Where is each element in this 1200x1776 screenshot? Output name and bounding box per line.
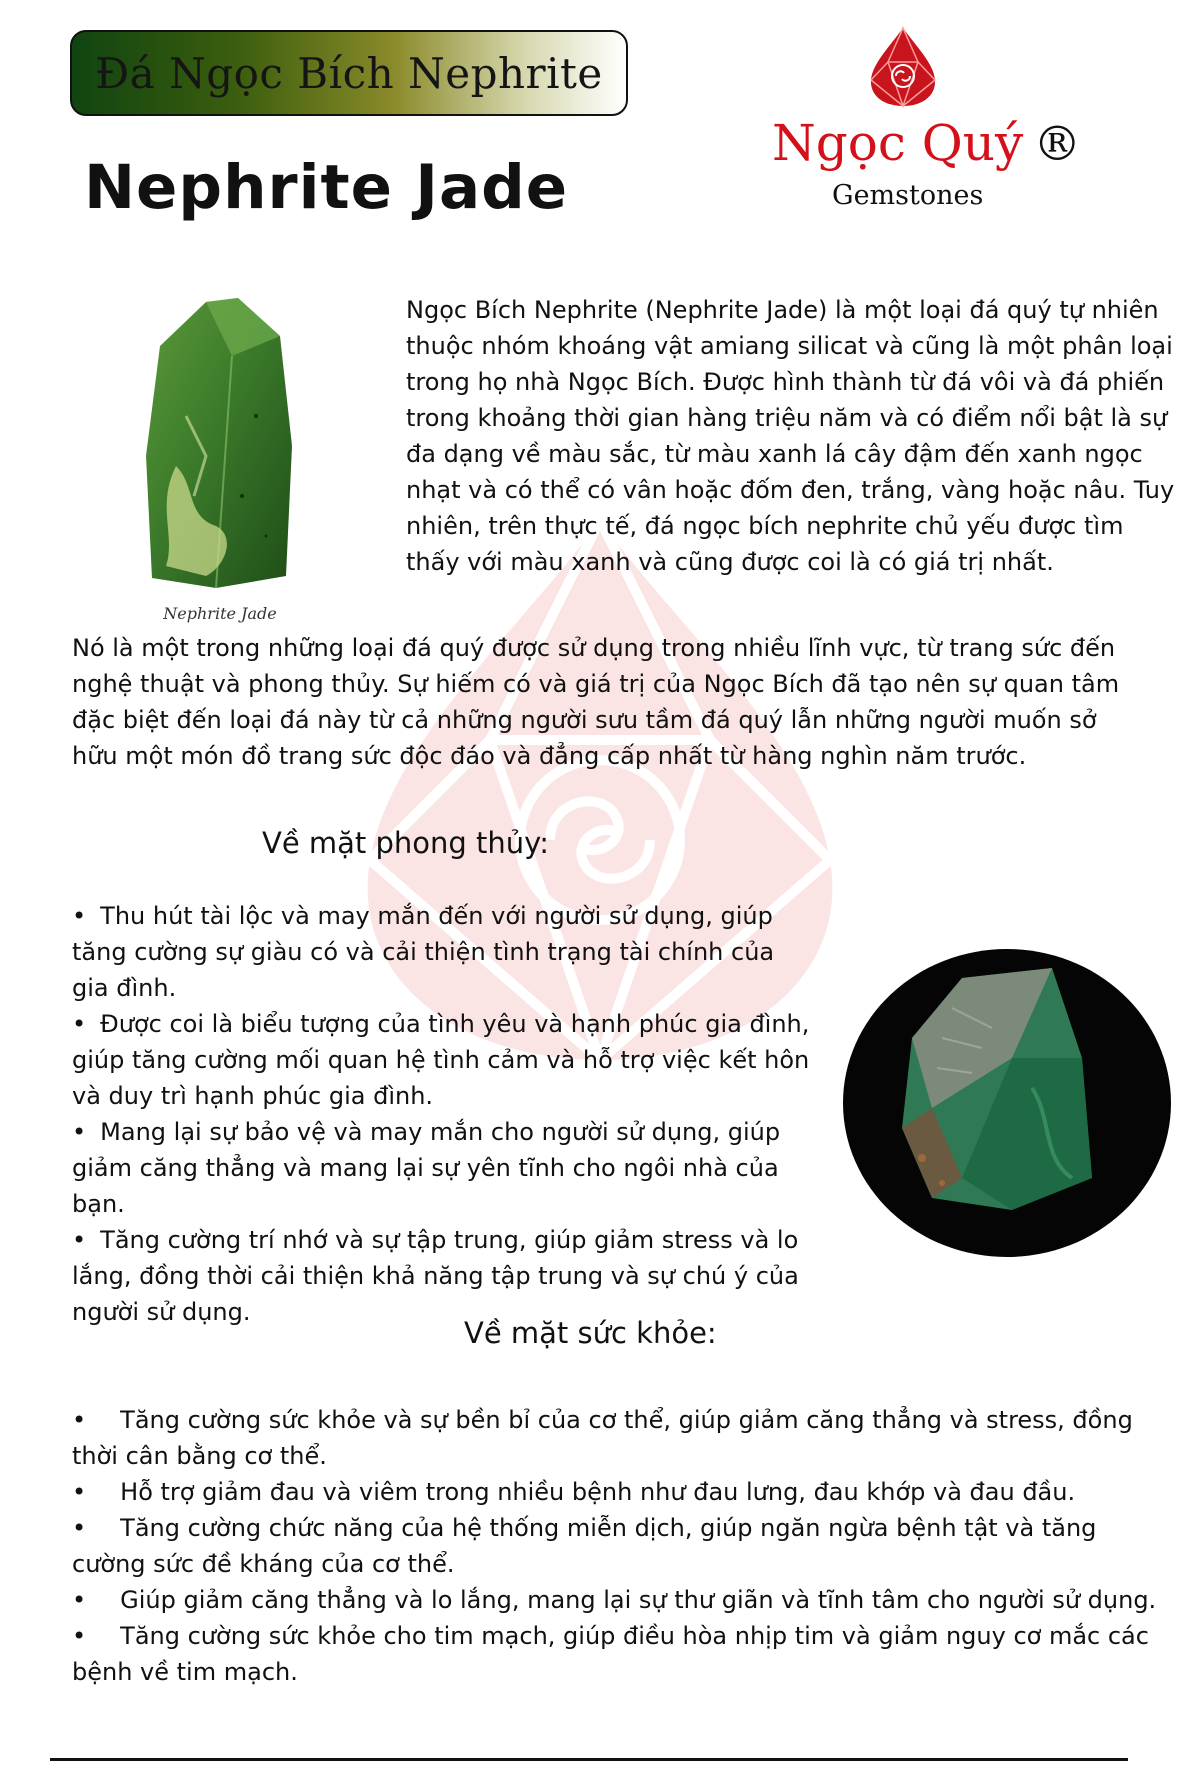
list-item [72,1474,1172,1510]
list-item-text: Tăng cường trí nhớ và sự tập trung, giúp giảm stress và lo lắng, đồng thời cải thiện khả năng tập trung và sự chú ý của người sử dụng. [72,1226,799,1326]
bullet: • [72,902,87,930]
list-item-text: Tăng cường sức khỏe cho tim mạch, giúp điều hòa nhịp tim và giảm nguy cơ mắc các bệnh về tim mạch. [72,1622,1149,1686]
list-item [72,1114,812,1222]
list-item [72,1006,812,1114]
image-caption: Nephrite Jade [163,604,277,623]
bullet: • [72,1478,87,1506]
list-item-text: Hỗ trợ giảm đau và viêm trong nhiều bệnh như đau lưng, đau khớp và đau đầu. [120,1478,1076,1506]
brand-name [772,114,1081,172]
list-item-text: Thu hút tài lộc và may mắn đến với người sử dụng, giúp tăng cường sự giàu có và cải thiện tình trạng tài chính của gia đình. [72,902,775,1002]
registered-mark: ® [1033,116,1082,172]
nephrite-obelisk-image [146,296,294,590]
intro-paragraph-2: Nó là một trong những loại đá quý được sử dụng trong nhiều lĩnh vực, từ trang sức đến nghệ thuật và phong thủy. Sự hiếm có và giá trị của Ngọc Bích đã tạo nên sự quan tâm đặc biệt đến loại đá này từ cả những người sưu tầm đá quý lẫn những người muốn sở hữu một món đồ trang sức độc đáo và đẳng cấp nhất từ hàng nghìn năm trước. [72,634,1120,770]
page-subtitle: Nephrite Jade [84,152,569,223]
list-item-text: Được coi là biểu tượng của tình yêu và hạnh phúc gia đình, giúp tăng cường mối quan hệ tình cảm và hỗ trợ việc kết hôn và duy trì hạnh phúc gia đình. [72,1010,810,1110]
bullet: • [72,1118,87,1146]
bullet: • [72,1622,87,1650]
ruby-gem-icon [868,26,938,108]
list-item [72,1510,1172,1582]
brand-tagline: Gemstones [832,180,984,211]
bullet: • [72,1406,87,1434]
health-list [72,1402,1172,1690]
list-item-text: Tăng cường sức khỏe và sự bền bỉ của cơ thể, giúp giảm căng thẳng và stress, đồng thời cân bằng cơ thể. [72,1406,1133,1470]
list-item-text: Giúp giảm căng thẳng và lo lắng, mang lại sự thư giãn và tĩnh tâm cho người sử dụng. [120,1586,1157,1614]
brand-text: Ngọc Quý [772,114,1024,172]
bullet: • [72,1010,87,1038]
list-item-text: Tăng cường chức năng của hệ thống miễn dịch, giúp ngăn ngừa bệnh tật và tăng cường sức đề kháng của cơ thể. [72,1514,1097,1578]
bullet: • [72,1514,87,1542]
rough-nephrite-image [842,948,1172,1258]
bullet: • [72,1226,87,1254]
fengshui-list [72,898,812,1330]
bullet: • [72,1586,87,1614]
banner-title: Đá Ngọc Bích Nephrite [95,48,603,98]
footer-divider [50,1758,1128,1761]
list-item [72,1222,812,1330]
fengshui-heading: Về mặt phong thủy: [262,826,549,860]
list-item [72,1582,1172,1618]
title-banner [70,30,628,116]
list-item [72,1402,1172,1474]
list-item-text: Mang lại sự bảo vệ và may mắn cho người sử dụng, giúp giảm căng thẳng và mang lại sự yên tĩnh cho ngôi nhà của bạn. [72,1118,781,1218]
list-item [72,1618,1172,1690]
list-item [72,898,812,1006]
health-heading: Về mặt sức khỏe: [464,1316,717,1350]
intro-paragraph-1: Ngọc Bích Nephrite (Nephrite Jade) là một loại đá quý tự nhiên thuộc nhóm khoáng vật amiang silicat và cũng là một phân loại trong họ nhà Ngọc Bích. Được hình thành từ đá vôi và đá phiến trong khoảng thời gian hàng triệu năm và có điểm nổi bật là sự đa dạng về màu sắc, từ màu xanh lá cây đậm đến xanh ngọc nhạt và có thể có vân hoặc đốm đen, trắng, vàng hoặc nâu. Tuy nhiên, trên thực tế, đá ngọc bích nephrite chủ yếu được tìm thấy với màu xanh và cũng được coi là có giá trị nhất. [406,296,1175,576]
